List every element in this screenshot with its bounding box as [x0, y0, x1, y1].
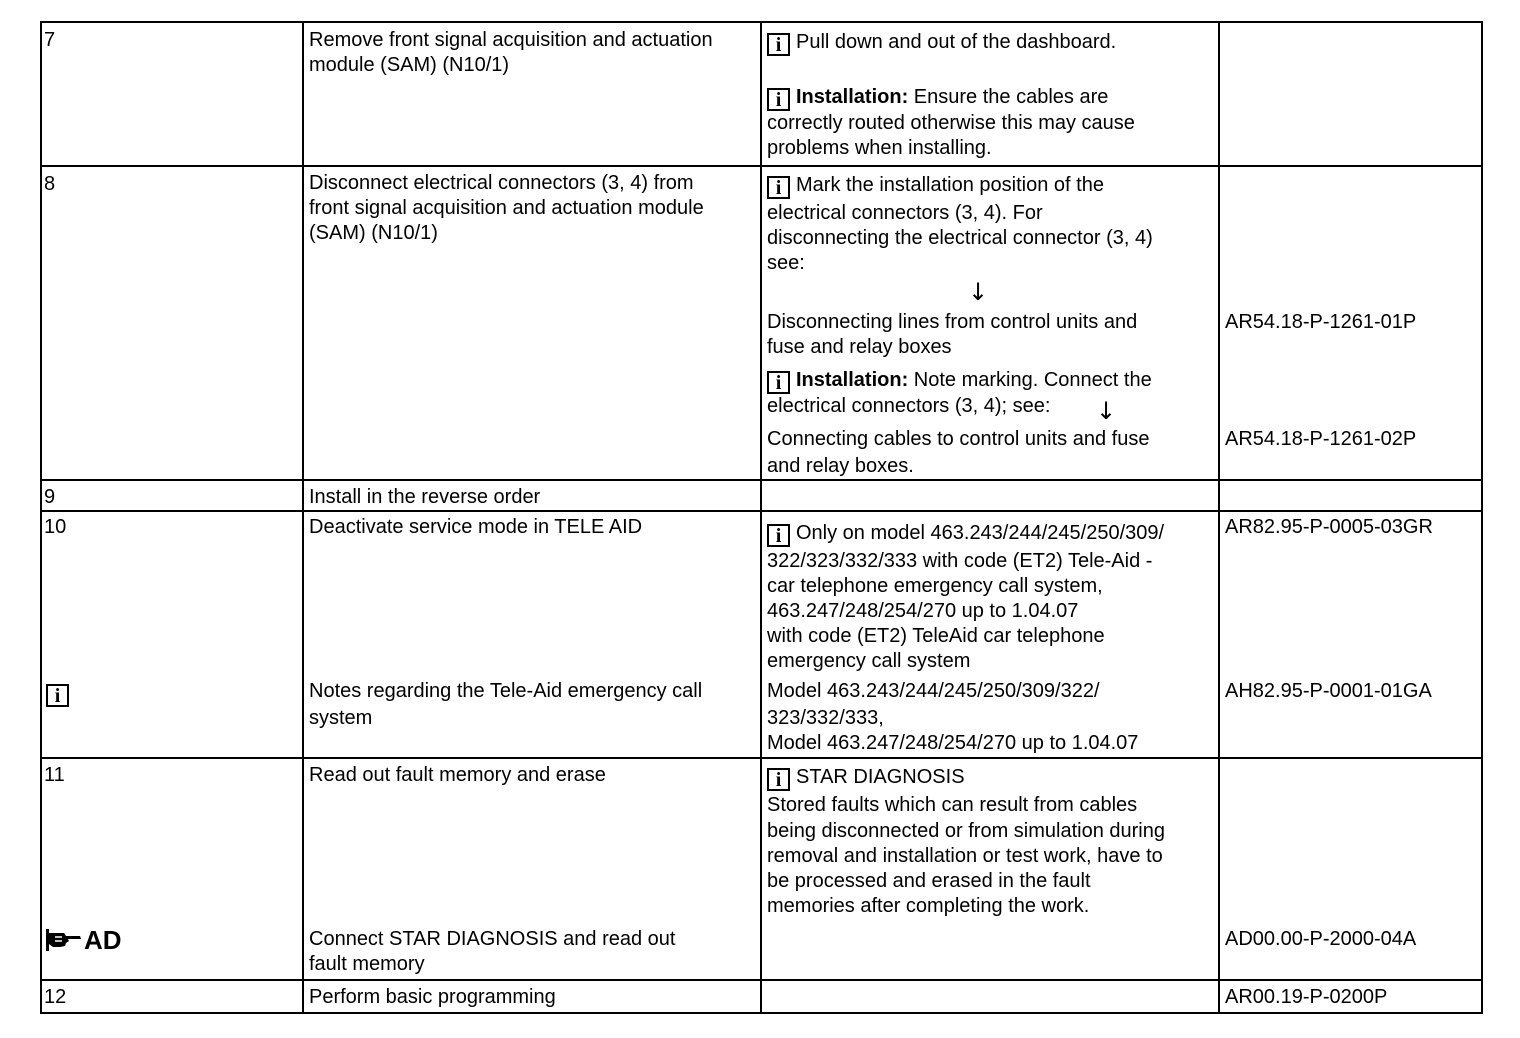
- info-icon: i: [767, 768, 790, 791]
- row-7-note-2: i Installation: Ensure the cables are correctly routed otherwise this may cause problems when installing.: [767, 86, 1135, 159]
- row-9-number: 9: [44, 486, 56, 508]
- row-10-sub-marker: [46, 681, 75, 707]
- row-12-action: Perform basic programming: [309, 986, 556, 1008]
- row-10-sub-action: Notes regarding the Tele-Aid emergency call system: [309, 680, 703, 729]
- info-icon: i: [767, 88, 790, 111]
- row-11-note: i STAR DIAGNOSIS Stored faults which can result from cables being disconnected or from simulation during removal and installation or test work, have to be processed and erased in the fault memories after completing the work.: [767, 766, 1165, 917]
- row-10-action: Deactivate service mode in TELE AID: [309, 516, 643, 538]
- arrow-down-icon: ↓: [968, 278, 989, 306]
- row-8-link-2[interactable]: Connecting cables to control units and fuse and relay boxes.: [767, 428, 1150, 477]
- info-icon: i: [767, 524, 790, 547]
- row-9-action: Install in the reverse order: [309, 486, 541, 508]
- row-12-number: 12: [44, 986, 67, 1008]
- row-8-note-2: i Installation: Note marking. Connect the electrical connectors (3, 4); see:: [767, 369, 1152, 417]
- row-8-note-1: i Mark the installation position of the electrical connectors (3, 4). For disconnecting the electrical connector (3, 4) see:: [767, 174, 1153, 274]
- row-11-sub-action: Connect STAR DIAGNOSIS and read out fault memory: [309, 928, 676, 975]
- row-10-note: i Only on model 463.243/244/245/250/309/ 322/323/332/333 with code (ET2) Tele-Aid - car telephone emergency call system, 463.247/248/254/270 up to 1.04.07 with code (ET2) TeleAid car telephone emergency call system: [767, 522, 1165, 672]
- row-7-number: 7: [44, 29, 56, 51]
- row-10-ref[interactable]: AR82.95-P-0005-03GR: [1225, 516, 1433, 538]
- info-icon: i: [767, 176, 790, 199]
- row-11-action: Read out fault memory and erase: [309, 764, 606, 786]
- info-icon: i: [767, 371, 790, 394]
- row-11-number: 11: [44, 764, 65, 786]
- row-8-link-1[interactable]: Disconnecting lines from control units and fuse and relay boxes: [767, 311, 1138, 358]
- info-icon: i: [767, 33, 790, 56]
- arrow-down-icon: ↓: [1096, 397, 1117, 425]
- row-8-ref-1[interactable]: AR54.18-P-1261-01P: [1225, 311, 1417, 333]
- row-10-sub-note: Model 463.243/244/245/250/309/322/ 323/332/333, Model 463.247/248/254/270 up to 1.04.07: [767, 680, 1139, 754]
- row-10-sub-ref[interactable]: AH82.95-P-0001-01GA: [1225, 680, 1432, 702]
- pointing-hand-icon: [44, 927, 84, 953]
- ad-label: AD: [84, 925, 122, 955]
- row-8-ref-2[interactable]: AR54.18-P-1261-02P: [1225, 428, 1417, 450]
- row-8-number: 8: [44, 173, 56, 195]
- row-12-ref[interactable]: AR00.19-P-0200P: [1225, 986, 1388, 1008]
- row-7-note-1: i Pull down and out of the dashboard.: [767, 30, 1116, 56]
- row-8-action: Disconnect electrical connectors (3, 4) from front signal acquisition and actuation module (SAM) (N10/1): [309, 172, 704, 244]
- row-7-action: Remove front signal acquisition and actuation module (SAM) (N10/1): [309, 29, 713, 76]
- row-11-sub-ref[interactable]: AD00.00-P-2000-04A: [1225, 928, 1417, 950]
- row-10-number: 10: [44, 516, 67, 538]
- info-icon: i: [46, 684, 69, 707]
